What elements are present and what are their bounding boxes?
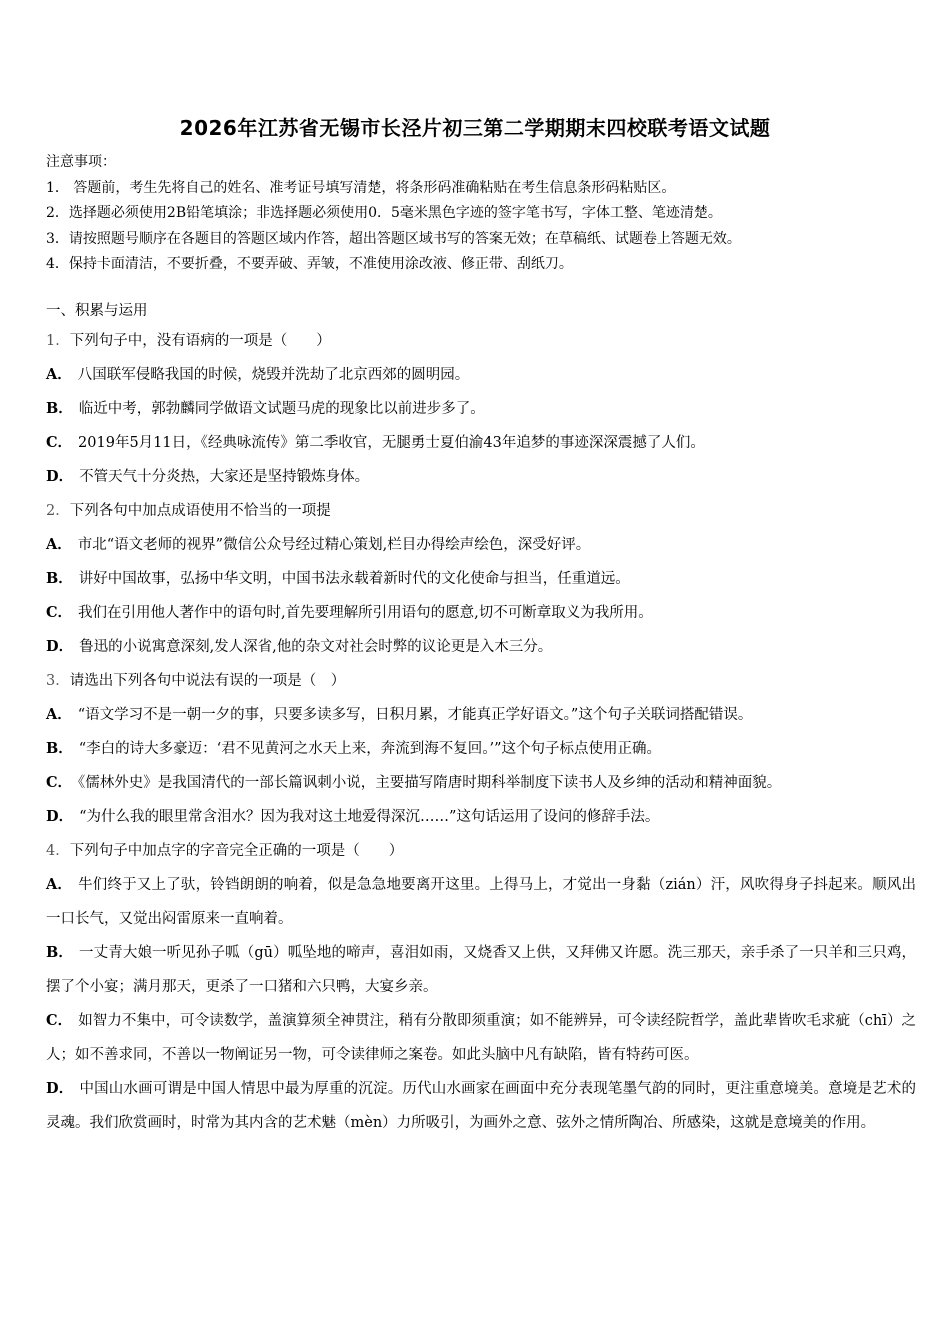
option-label: C． <box>46 434 73 451</box>
option-3-c <box>46 766 916 800</box>
option-text: 市北“语文老师的视界”微信公众号经过精心策划,栏目办得绘声绘色，深受好评。 <box>77 537 591 553</box>
question-text: 下列句子中加点字的字音完全正确的一项是（ ） <box>69 843 404 859</box>
option-2-a <box>46 528 916 562</box>
option-label: D． <box>46 468 74 485</box>
question-text: 下列各句中加点成语使用不恰当的一项提 <box>69 503 331 519</box>
notice-item: 2．选择题必须使用2B铅笔填涂；非选择题必须使用0．5毫米黑色字迹的签字笔书写，字体工整、笔迹清楚。 <box>46 205 722 221</box>
notice-item: 1． 答题前，考生先将自己的姓名、准考证号填写清楚，将条形码准确粘贴在考生信息条形码粘贴区。 <box>46 179 676 196</box>
question-number: 1． <box>46 333 70 349</box>
option-2-b <box>46 562 916 596</box>
question-number: 3． <box>46 673 70 689</box>
option-3-d <box>46 800 916 834</box>
option-4-d <box>46 1072 916 1140</box>
option-label: D． <box>46 808 74 825</box>
question-4-stem <box>46 834 916 868</box>
page-title: 2026年江苏省无锡市长泾片初三第二学期期末四校联考语文试题 <box>179 116 771 140</box>
option-text: 2019年5月11日，《经典咏流传》第二季收官，无腿勇士夏伯渝43年追梦的事迹深深震撼了人们。 <box>78 435 705 451</box>
option-1-a <box>46 358 916 392</box>
option-text: 八国联军侵略我国的时候，烧毁并洗劫了北京西郊的圆明园。 <box>77 367 470 383</box>
option-label: A． <box>46 876 73 893</box>
option-label: D． <box>46 638 74 655</box>
option-4-c <box>46 1004 916 1072</box>
option-text: 鲁迅的小说寓意深刻,发人深省,他的杂文对社会时弊的议论更是入木三分。 <box>79 639 553 655</box>
option-text: 我们在引用他人著作中的语句时,首先要理解所引用语句的愿意,切不可断章取义为我所用。 <box>78 605 653 621</box>
option-label: A． <box>46 706 72 723</box>
questions-block <box>46 299 916 1140</box>
question-text: 下列句子中，没有语病的一项是（ ） <box>69 333 331 349</box>
option-label: B． <box>46 570 73 587</box>
option-text: 中国山水画可谓是中国人情思中最为厚重的沉淀。历代山水画家在画面中充分表现笔墨气韵的同时，更注重意境美。意境是艺术的灵魂。我们欣赏画时，时常为其内含的艺术魅（mèn）力所吸引，为画外之意、弦外之情所陶冶、所感染，这就是意境美的作用。 <box>46 1081 916 1131</box>
option-text: 一丈青大娘一听见孙子呱（gū）呱坠地的啼声，喜泪如雨，又烧香又上供，又拜佛又许愿。洗三那天，亲手杀了一只羊和三只鸡，摆了个小宴；满月那天，更杀了一口猪和六只鸭，大宴乡亲。 <box>46 945 916 995</box>
option-label: A． <box>46 536 72 553</box>
option-4-a <box>46 868 916 936</box>
option-2-d <box>46 630 916 664</box>
notice-block <box>46 150 916 278</box>
option-text: “为什么我的眼里常含泪水？因为我对这土地爱得深沉……”这句话运用了设问的修辞手法。 <box>79 809 660 825</box>
question-number: 2． <box>46 503 70 519</box>
option-label: B． <box>46 400 73 417</box>
option-label: C． <box>46 1012 73 1029</box>
notice-heading: 注意事项： <box>46 154 116 170</box>
option-label: C． <box>46 774 73 791</box>
option-text: 临近中考，郭勃麟同学做语文试题马虎的现象比以前进步多了。 <box>78 401 485 417</box>
option-text: “李白的诗大多豪迈：‘君不见黄河之水天上来，奔流到海不复回。’”这个句子标点使用正确。 <box>78 741 662 757</box>
question-number: 4． <box>46 843 70 859</box>
option-3-b <box>46 732 916 766</box>
notice-item: 4．保持卡面清洁，不要折叠，不要弄破、弄皱，不准使用涂改液、修正带、刮纸刀。 <box>46 256 573 272</box>
option-text: 不管天气十分炎热，大家还是坚持锻炼身体。 <box>79 469 370 485</box>
option-text: 如智力不集中，可令读数学，盖演算须全神贯注，稍有分散即须重演；如不能辨异，可令读经院哲学，盖此辈皆吹毛求疵（chī）之人；如不善求同，不善以一物阐证另一物，可令读律师之案卷。如此头脑中凡有缺陷，皆有特药可医。 <box>46 1013 917 1063</box>
section-heading: 一、积累与运用 <box>46 303 148 319</box>
notice-item: 3．请按照题号顺序在各题目的答题区域内作答，超出答题区域书写的答案无效；在草稿纸、试题卷上答题无效。 <box>46 230 741 247</box>
option-text: 讲好中国故事，弘扬中华文明，中国书法永载着新时代的文化使命与担当，任重道远。 <box>78 571 630 587</box>
question-1-stem <box>46 324 916 358</box>
option-label: D． <box>46 1080 74 1097</box>
option-1-d <box>46 460 916 494</box>
option-4-b <box>46 936 916 1004</box>
question-3-stem <box>46 664 916 698</box>
option-label: C． <box>46 604 73 621</box>
option-1-b <box>46 392 916 426</box>
option-2-c <box>46 596 916 630</box>
option-text: 牛们终于又上了驮，铃铛朗朗的响着，似是急急地要离开这里。上得马上，才觉出一身黏（zián）汗，风吹得身子抖起来。顺风出一口长气，又觉出闷雷原来一直响着。 <box>46 877 916 927</box>
option-1-c <box>46 426 916 460</box>
option-3-a <box>46 698 916 732</box>
option-text: 《儒林外史》是我国清代的一部长篇讽刺小说，主要描写隋唐时期科举制度下读书人及乡绅的活动和精神面貌。 <box>78 775 782 791</box>
option-label: A． <box>46 366 72 383</box>
option-label: B． <box>46 740 73 757</box>
question-text: 请选出下列各句中说法有误的一项是（ ） <box>69 673 346 689</box>
question-2-stem <box>46 494 916 528</box>
option-text: “语文学习不是一朝一夕的事，只要多读多写，日积月累，才能真正学好语文。”这个句子关联词搭配错误。 <box>77 707 753 723</box>
option-label: B． <box>46 944 73 961</box>
